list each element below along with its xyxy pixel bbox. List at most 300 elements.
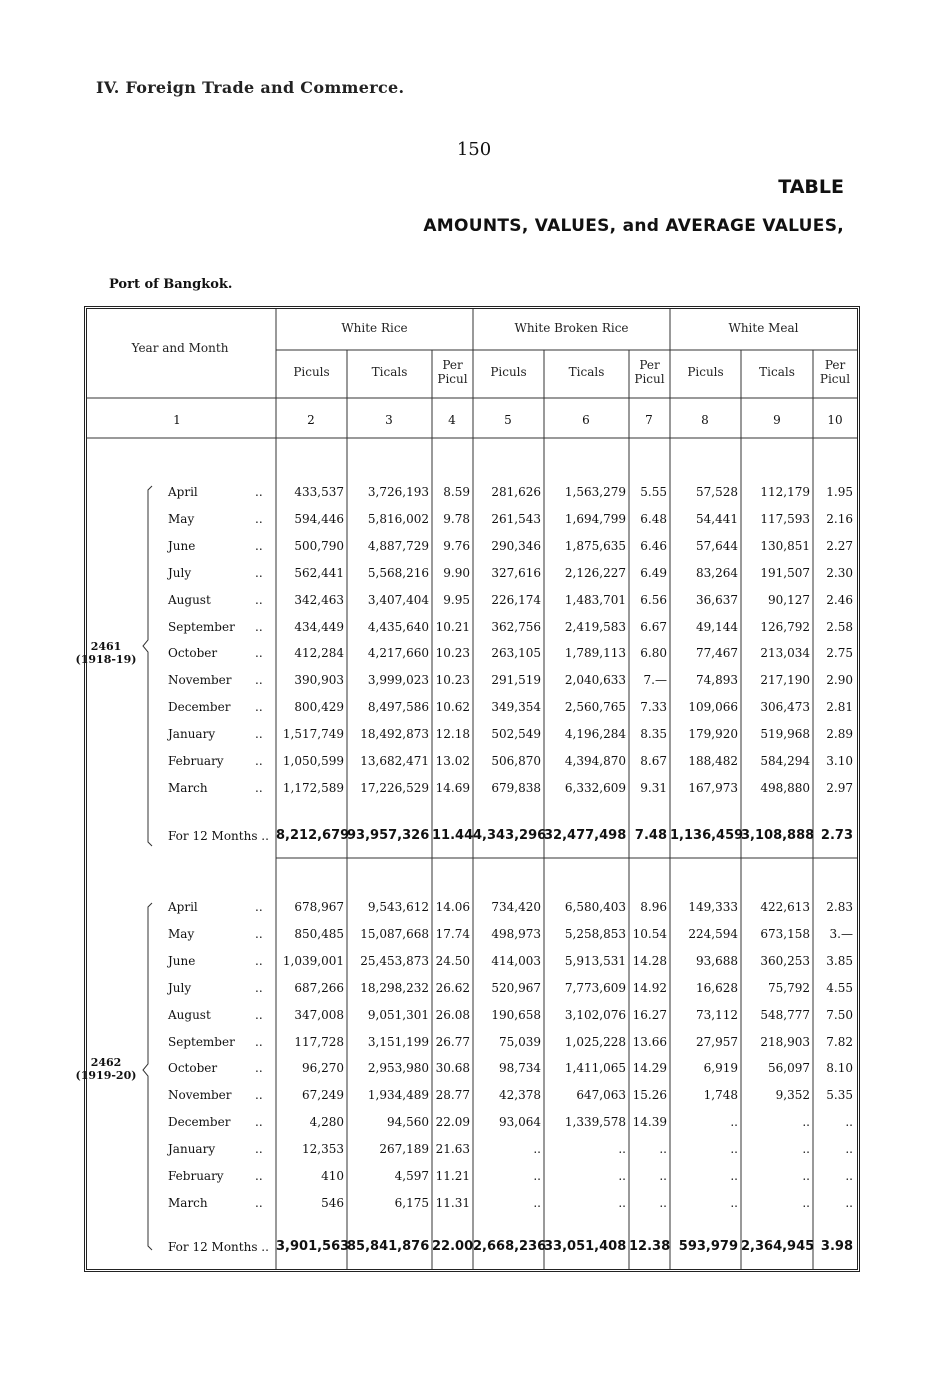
- cell-white-meal-per-picul: 2.27: [826, 539, 853, 553]
- cell-white-meal-per-picul: 2.30: [826, 566, 853, 580]
- cell-broken-rice-per-picul: ..: [659, 1196, 667, 1210]
- total-broken-rice-per-picul: 7.48: [634, 828, 667, 843]
- cell-white-meal-ticals: ..: [802, 1169, 810, 1183]
- cell-white-rice-piculs: 546: [321, 1196, 344, 1210]
- cell-white-rice-per-picul: 24.50: [435, 954, 470, 968]
- leader-dots: ..: [255, 673, 263, 687]
- cell-white-rice-per-picul: 11.31: [435, 1196, 470, 1210]
- cell-white-meal-piculs: 57,528: [696, 485, 738, 499]
- leader-dots: ..: [255, 900, 263, 914]
- cell-white-rice-piculs: 434,449: [294, 620, 344, 634]
- table-subtitle: AMOUNTS, VALUES, and AVERAGE VALUES,: [423, 216, 844, 236]
- cell-white-meal-per-picul: 3.—: [829, 927, 853, 941]
- cell-broken-rice-piculs: 362,756: [491, 620, 541, 634]
- total-label-text: For 12 Months: [168, 829, 258, 843]
- cell-broken-rice-ticals: 6,580,403: [564, 900, 626, 914]
- cell-broken-rice-per-picul: 6.48: [640, 512, 667, 526]
- sub-header-piculs: Piculs: [293, 365, 330, 379]
- cell-broken-rice-ticals: 3,102,076: [564, 1008, 626, 1022]
- cell-white-rice-ticals: 5,568,216: [367, 566, 429, 580]
- cell-broken-rice-ticals: 4,394,870: [564, 754, 626, 768]
- cell-broken-rice-per-picul: 10.54: [632, 927, 667, 941]
- cell-white-rice-piculs: 96,270: [302, 1061, 344, 1075]
- cell-white-rice-ticals: 3,726,193: [367, 485, 429, 499]
- cell-broken-rice-per-picul: 14.28: [632, 954, 667, 968]
- cell-white-rice-piculs: 850,485: [294, 927, 344, 941]
- cell-white-rice-per-picul: 28.77: [435, 1088, 470, 1102]
- month-label: December: [168, 700, 231, 714]
- total-white-rice-ticals: 85,841,876: [347, 1239, 430, 1254]
- cell-broken-rice-piculs: 93,064: [499, 1115, 541, 1129]
- cell-white-rice-ticals: 4,597: [394, 1169, 429, 1183]
- leader-dots: ..: [255, 620, 263, 634]
- leader-dots: ..: [255, 781, 263, 795]
- cell-broken-rice-piculs: 502,549: [491, 727, 541, 741]
- cell-white-meal-piculs: 6,919: [703, 1061, 738, 1075]
- cell-white-meal-per-picul: 7.50: [826, 1008, 853, 1022]
- cell-white-rice-ticals: 9,543,612: [367, 900, 429, 914]
- year-month-header: Year and Month: [131, 341, 229, 355]
- total-white-meal-piculs: 1,136,459: [670, 828, 744, 843]
- cell-white-rice-per-picul: 22.09: [435, 1115, 470, 1129]
- cell-white-meal-per-picul: 2.90: [826, 673, 853, 687]
- month-label: November: [168, 1088, 232, 1102]
- cell-broken-rice-piculs: 281,626: [491, 485, 541, 499]
- cell-white-rice-per-picul: 10.21: [435, 620, 470, 634]
- column-number: 7: [645, 413, 653, 427]
- cell-broken-rice-ticals: 1,789,113: [564, 646, 626, 660]
- leader-dots: ..: [255, 954, 263, 968]
- cell-white-meal-per-picul: ..: [845, 1169, 853, 1183]
- month-label: June: [168, 954, 196, 968]
- cell-broken-rice-ticals: ..: [618, 1142, 626, 1156]
- cell-white-meal-ticals: 548,777: [760, 1008, 810, 1022]
- month-label: July: [168, 981, 192, 995]
- leader-dots: ..: [255, 981, 263, 995]
- cell-white-rice-piculs: 412,284: [294, 646, 344, 660]
- cell-broken-rice-piculs: 261,543: [491, 512, 541, 526]
- leader-dots: ..: [255, 727, 263, 741]
- cell-broken-rice-per-picul: 7.33: [640, 700, 667, 714]
- cell-white-rice-ticals: 3,407,404: [367, 593, 429, 607]
- cell-white-meal-ticals: 218,903: [760, 1035, 810, 1049]
- month-label: August: [168, 1008, 211, 1022]
- cell-broken-rice-ticals: 2,419,583: [564, 620, 626, 634]
- cell-broken-rice-ticals: 1,875,635: [564, 539, 626, 553]
- total-white-meal-ticals: 3,108,888: [741, 828, 815, 843]
- month-label: April: [168, 900, 198, 914]
- cell-broken-rice-per-picul: ..: [659, 1142, 667, 1156]
- cell-white-meal-piculs: 36,637: [696, 593, 738, 607]
- cell-broken-rice-ticals: ..: [618, 1196, 626, 1210]
- cell-white-rice-ticals: 267,189: [379, 1142, 429, 1156]
- cell-white-rice-ticals: 25,453,873: [360, 954, 429, 968]
- cell-broken-rice-ticals: 1,483,701: [564, 593, 626, 607]
- cell-white-rice-per-picul: 10.23: [435, 673, 470, 687]
- cell-white-meal-ticals: 306,473: [760, 700, 810, 714]
- cell-broken-rice-per-picul: 6.49: [640, 566, 667, 580]
- cell-white-rice-piculs: 500,790: [294, 539, 344, 553]
- cell-white-rice-per-picul: 17.74: [435, 927, 470, 941]
- cell-white-meal-ticals: 673,158: [760, 927, 810, 941]
- cell-broken-rice-piculs: 42,378: [499, 1088, 541, 1102]
- total-white-rice-per-picul: 22.00: [432, 1239, 474, 1254]
- cell-broken-rice-per-picul: 6.56: [640, 593, 667, 607]
- leader-dots: ..: [255, 1169, 263, 1183]
- block-year-2462: [73, 1056, 139, 1082]
- leader-dots: ..: [255, 485, 263, 499]
- total-white-rice-per-picul: 11.44: [432, 828, 474, 843]
- total-white-rice-ticals: 93,957,326: [347, 828, 430, 843]
- cell-white-meal-piculs: 77,467: [696, 646, 738, 660]
- cell-broken-rice-per-picul: 8.35: [640, 727, 667, 741]
- cell-broken-rice-per-picul: 6.67: [640, 620, 667, 634]
- cell-white-meal-piculs: ..: [730, 1115, 738, 1129]
- cell-broken-rice-per-picul: 7.—: [643, 673, 667, 687]
- cell-white-rice-ticals: 9,051,301: [367, 1008, 429, 1022]
- month-label: March: [168, 1196, 208, 1210]
- cell-white-meal-ticals: 117,593: [760, 512, 810, 526]
- month-label: May: [168, 512, 195, 526]
- leader-dots: ..: [255, 927, 263, 941]
- leader-dots: ..: [255, 539, 263, 553]
- total-white-rice-piculs: 3,901,563: [276, 1239, 350, 1254]
- column-number: 1: [173, 413, 181, 427]
- total-label-text: For 12 Months: [168, 1240, 258, 1254]
- cell-white-meal-ticals: ..: [802, 1142, 810, 1156]
- page-number: 150: [456, 139, 492, 160]
- total-white-meal-ticals: 2,364,945: [741, 1239, 815, 1254]
- cell-white-meal-per-picul: ..: [845, 1115, 853, 1129]
- cell-white-rice-per-picul: 14.69: [435, 781, 470, 795]
- cell-white-rice-per-picul: 11.21: [435, 1169, 470, 1183]
- cell-white-meal-piculs: 149,333: [688, 900, 738, 914]
- cell-white-meal-ticals: 584,294: [760, 754, 810, 768]
- cell-broken-rice-piculs: ..: [533, 1169, 541, 1183]
- month-label: November: [168, 673, 232, 687]
- cell-white-rice-piculs: 12,353: [302, 1142, 344, 1156]
- group-header-white-meal: White Meal: [728, 321, 799, 335]
- cell-white-meal-piculs: 109,066: [688, 700, 738, 714]
- column-number: 5: [504, 413, 512, 427]
- cell-white-rice-piculs: 410: [321, 1169, 344, 1183]
- month-label: September: [168, 620, 235, 634]
- leader-dots: ..: [255, 1115, 263, 1129]
- cell-white-meal-piculs: 224,594: [688, 927, 738, 941]
- leader-dots: ..: [255, 566, 263, 580]
- cell-broken-rice-piculs: 414,003: [491, 954, 541, 968]
- cell-broken-rice-per-picul: 8.67: [640, 754, 667, 768]
- month-label: January: [168, 1142, 216, 1156]
- cell-broken-rice-per-picul: ..: [659, 1169, 667, 1183]
- total-broken-rice-piculs: 2,668,236: [473, 1239, 547, 1254]
- total-white-meal-per-picul: 2.73: [820, 828, 853, 843]
- cell-white-meal-piculs: ..: [730, 1142, 738, 1156]
- cell-white-rice-piculs: 390,903: [294, 673, 344, 687]
- section-title: IV. Foreign Trade and Commerce.: [96, 78, 405, 97]
- cell-white-meal-ticals: 217,190: [760, 673, 810, 687]
- month-label: February: [168, 754, 224, 768]
- cell-white-meal-ticals: 126,792: [760, 620, 810, 634]
- cell-white-meal-per-picul: 5.35: [826, 1088, 853, 1102]
- column-number: 6: [582, 413, 590, 427]
- cell-broken-rice-per-picul: 8.96: [640, 900, 667, 914]
- month-label: October: [168, 646, 218, 660]
- cell-broken-rice-ticals: 5,913,531: [564, 954, 626, 968]
- cell-white-rice-ticals: 94,560: [387, 1115, 429, 1129]
- cell-white-meal-piculs: 49,144: [696, 620, 738, 634]
- cell-broken-rice-per-picul: 13.66: [632, 1035, 667, 1049]
- leader-dots: ..: [255, 512, 263, 526]
- leader-dots: ..: [255, 1008, 263, 1022]
- sub-header-piculs: Piculs: [490, 365, 527, 379]
- cell-white-meal-per-picul: 2.58: [826, 620, 853, 634]
- cell-white-rice-ticals: 18,492,873: [360, 727, 429, 741]
- total-broken-rice-per-picul: 12.38: [629, 1239, 671, 1254]
- total-white-meal-per-picul: 3.98: [820, 1239, 853, 1254]
- cell-white-rice-piculs: 1,039,001: [282, 954, 344, 968]
- cell-broken-rice-piculs: 327,616: [491, 566, 541, 580]
- cell-white-rice-ticals: 3,151,199: [367, 1035, 429, 1049]
- cell-white-rice-piculs: 4,280: [309, 1115, 344, 1129]
- cell-white-rice-per-picul: 10.23: [435, 646, 470, 660]
- cell-broken-rice-per-picul: 9.31: [640, 781, 667, 795]
- cell-broken-rice-piculs: 498,973: [491, 927, 541, 941]
- cell-broken-rice-piculs: ..: [533, 1142, 541, 1156]
- month-label: February: [168, 1169, 224, 1183]
- cell-white-meal-ticals: 519,968: [760, 727, 810, 741]
- cell-white-meal-piculs: ..: [730, 1169, 738, 1183]
- cell-white-rice-per-picul: 10.62: [435, 700, 470, 714]
- month-label: October: [168, 1061, 218, 1075]
- cell-broken-rice-per-picul: 6.46: [640, 539, 667, 553]
- block-year: 2462: [90, 1056, 122, 1069]
- cell-broken-rice-per-picul: 14.39: [632, 1115, 667, 1129]
- leader-dots: ..: [255, 1142, 263, 1156]
- block-period: (1918-19): [75, 653, 137, 666]
- sub-header-per-picul: Per Picul: [634, 358, 665, 386]
- cell-white-rice-ticals: 13,682,471: [360, 754, 429, 768]
- cell-white-rice-piculs: 1,050,599: [282, 754, 344, 768]
- cell-broken-rice-per-picul: 16.27: [632, 1008, 667, 1022]
- cell-white-meal-piculs: 73,112: [696, 1008, 738, 1022]
- cell-white-rice-ticals: 17,226,529: [360, 781, 429, 795]
- month-label: May: [168, 927, 195, 941]
- cell-broken-rice-ticals: 1,694,799: [564, 512, 626, 526]
- cell-white-rice-piculs: 594,446: [294, 512, 344, 526]
- cell-broken-rice-piculs: 75,039: [499, 1035, 541, 1049]
- cell-white-rice-ticals: 3,999,023: [367, 673, 429, 687]
- month-label: August: [168, 593, 211, 607]
- cell-white-meal-piculs: 74,893: [696, 673, 738, 687]
- month-label: September: [168, 1035, 235, 1049]
- total-broken-rice-piculs: 4,343,296: [473, 828, 547, 843]
- cell-white-rice-ticals: 5,816,002: [367, 512, 429, 526]
- leader-dots: ..: [255, 646, 263, 660]
- cell-white-meal-piculs: 16,628: [696, 981, 738, 995]
- table-heading: TABLE: [778, 176, 844, 198]
- cell-white-meal-ticals: 130,851: [760, 539, 810, 553]
- total-broken-rice-ticals: 33,051,408: [544, 1239, 627, 1254]
- cell-white-rice-piculs: 800,429: [294, 700, 344, 714]
- cell-white-meal-per-picul: 2.83: [826, 900, 853, 914]
- cell-white-rice-ticals: 4,887,729: [367, 539, 429, 553]
- cell-white-rice-ticals: 6,175: [394, 1196, 429, 1210]
- cell-white-rice-ticals: 2,953,980: [367, 1061, 429, 1075]
- column-number: 4: [448, 413, 456, 427]
- cell-white-rice-per-picul: 9.90: [443, 566, 470, 580]
- cell-white-meal-piculs: ..: [730, 1196, 738, 1210]
- cell-broken-rice-piculs: 349,354: [491, 700, 541, 714]
- cell-white-meal-piculs: 1,748: [703, 1088, 738, 1102]
- sub-header-per-picul: Per Picul: [437, 358, 468, 386]
- cell-white-rice-ticals: 4,217,660: [367, 646, 429, 660]
- leader-dots: ..: [255, 593, 263, 607]
- leader-dots: ..: [255, 1196, 263, 1210]
- cell-white-rice-per-picul: 30.68: [435, 1061, 470, 1075]
- cell-white-meal-ticals: 498,880: [760, 781, 810, 795]
- sub-header-per-picul: Per Picul: [819, 358, 851, 386]
- cell-white-meal-piculs: 54,441: [696, 512, 738, 526]
- month-label: March: [168, 781, 208, 795]
- total-label: For 12 Months ..: [168, 829, 269, 843]
- cell-white-rice-ticals: 8,497,586: [367, 700, 429, 714]
- leader-dots: ..: [255, 1061, 263, 1075]
- cell-white-meal-per-picul: 3.10: [826, 754, 853, 768]
- cell-broken-rice-per-picul: 15.26: [632, 1088, 667, 1102]
- cell-white-meal-ticals: 422,613: [760, 900, 810, 914]
- cell-white-rice-per-picul: 26.77: [435, 1035, 470, 1049]
- cell-broken-rice-piculs: 98,734: [499, 1061, 541, 1075]
- cell-broken-rice-piculs: 226,174: [491, 593, 541, 607]
- column-number: 9: [773, 413, 781, 427]
- cell-broken-rice-piculs: 263,105: [491, 646, 541, 660]
- leader-dots: ..: [255, 700, 263, 714]
- cell-broken-rice-per-picul: 6.80: [640, 646, 667, 660]
- sub-header-piculs: Piculs: [687, 365, 724, 379]
- column-number: 10: [827, 413, 843, 427]
- cell-white-meal-ticals: 360,253: [760, 954, 810, 968]
- cell-broken-rice-piculs: ..: [533, 1196, 541, 1210]
- cell-white-rice-per-picul: 9.95: [443, 593, 470, 607]
- cell-broken-rice-ticals: 7,773,609: [564, 981, 626, 995]
- sub-header-ticals: Ticals: [568, 365, 605, 379]
- cell-white-meal-per-picul: 2.89: [826, 727, 853, 741]
- cell-white-meal-ticals: 75,792: [768, 981, 810, 995]
- cell-broken-rice-ticals: ..: [618, 1169, 626, 1183]
- cell-broken-rice-ticals: 1,563,279: [564, 485, 626, 499]
- cell-white-meal-piculs: 57,644: [696, 539, 738, 553]
- cell-white-rice-per-picul: 21.63: [435, 1142, 470, 1156]
- cell-white-rice-piculs: 67,249: [302, 1088, 344, 1102]
- cell-broken-rice-piculs: 520,967: [491, 981, 541, 995]
- cell-broken-rice-piculs: 734,420: [491, 900, 541, 914]
- cell-white-meal-ticals: 213,034: [760, 646, 810, 660]
- month-label: December: [168, 1115, 231, 1129]
- cell-white-meal-piculs: 188,482: [688, 754, 738, 768]
- leader-dots: ..: [255, 754, 263, 768]
- total-white-rice-piculs: 8,212,679: [276, 828, 350, 843]
- leader-dots: ..: [255, 1088, 263, 1102]
- cell-broken-rice-ticals: 1,339,578: [564, 1115, 626, 1129]
- column-number: 2: [307, 413, 315, 427]
- cell-white-meal-piculs: 167,973: [688, 781, 738, 795]
- column-number: 3: [385, 413, 393, 427]
- cell-white-meal-piculs: 179,920: [688, 727, 738, 741]
- group-header-white-broken-rice: White Broken Rice: [514, 321, 629, 335]
- cell-white-meal-per-picul: 2.16: [826, 512, 853, 526]
- cell-white-rice-per-picul: 12.18: [435, 727, 470, 741]
- group-header-white-rice: White Rice: [341, 321, 408, 335]
- total-broken-rice-ticals: 32,477,498: [544, 828, 627, 843]
- month-label: January: [168, 727, 216, 741]
- cell-white-rice-piculs: 678,967: [294, 900, 344, 914]
- cell-white-rice-piculs: 433,537: [294, 485, 344, 499]
- cell-white-meal-per-picul: 2.75: [826, 646, 853, 660]
- cell-white-meal-per-picul: 3.85: [826, 954, 853, 968]
- cell-broken-rice-per-picul: 5.55: [640, 485, 667, 499]
- cell-broken-rice-ticals: 6,332,609: [564, 781, 626, 795]
- cell-broken-rice-ticals: 5,258,853: [564, 927, 626, 941]
- month-label: June: [168, 539, 196, 553]
- cell-broken-rice-piculs: 506,870: [491, 754, 541, 768]
- cell-broken-rice-per-picul: 14.29: [632, 1061, 667, 1075]
- cell-white-rice-ticals: 18,298,232: [360, 981, 429, 995]
- cell-white-rice-piculs: 117,728: [294, 1035, 344, 1049]
- cell-broken-rice-ticals: 4,196,284: [564, 727, 626, 741]
- block-period: (1919-20): [75, 1069, 137, 1082]
- month-label: April: [168, 485, 198, 499]
- cell-broken-rice-per-picul: 14.92: [632, 981, 667, 995]
- cell-white-meal-per-picul: 2.81: [826, 700, 853, 714]
- cell-white-rice-ticals: 1,934,489: [367, 1088, 429, 1102]
- cell-white-rice-per-picul: 26.62: [435, 981, 470, 995]
- cell-broken-rice-piculs: 291,519: [491, 673, 541, 687]
- cell-white-rice-piculs: 347,008: [294, 1008, 344, 1022]
- cell-broken-rice-piculs: 190,658: [491, 1008, 541, 1022]
- cell-white-meal-per-picul: 2.46: [826, 593, 853, 607]
- cell-broken-rice-ticals: 647,063: [576, 1088, 626, 1102]
- cell-white-rice-ticals: 15,087,668: [360, 927, 429, 941]
- cell-broken-rice-ticals: 1,025,228: [564, 1035, 626, 1049]
- cell-broken-rice-ticals: 2,040,633: [564, 673, 626, 687]
- cell-white-rice-per-picul: 9.78: [443, 512, 470, 526]
- total-label: For 12 Months ..: [168, 1240, 269, 1254]
- cell-white-meal-ticals: ..: [802, 1196, 810, 1210]
- cell-white-rice-piculs: 687,266: [294, 981, 344, 995]
- cell-white-meal-piculs: 27,957: [696, 1035, 738, 1049]
- cell-white-rice-piculs: 562,441: [294, 566, 344, 580]
- cell-white-meal-per-picul: 2.97: [826, 781, 853, 795]
- cell-white-meal-per-picul: 8.10: [826, 1061, 853, 1075]
- total-white-meal-piculs: 593,979: [678, 1239, 738, 1254]
- cell-broken-rice-ticals: 1,411,065: [564, 1061, 626, 1075]
- cell-white-meal-ticals: 112,179: [760, 485, 810, 499]
- cell-white-meal-ticals: 191,507: [760, 566, 810, 580]
- cell-white-rice-piculs: 1,172,589: [282, 781, 344, 795]
- cell-white-meal-ticals: 56,097: [768, 1061, 810, 1075]
- cell-white-meal-per-picul: ..: [845, 1142, 853, 1156]
- port-label: Port of Bangkok.: [109, 277, 233, 292]
- month-label: July: [168, 566, 192, 580]
- cell-white-meal-per-picul: 1.95: [826, 485, 853, 499]
- cell-white-meal-piculs: 93,688: [696, 954, 738, 968]
- cell-white-rice-piculs: 1,517,749: [282, 727, 344, 741]
- cell-white-rice-ticals: 4,435,640: [367, 620, 429, 634]
- cell-white-rice-per-picul: 14.06: [435, 900, 470, 914]
- sub-header-ticals: Ticals: [759, 365, 795, 379]
- block-year-2461: [73, 640, 139, 666]
